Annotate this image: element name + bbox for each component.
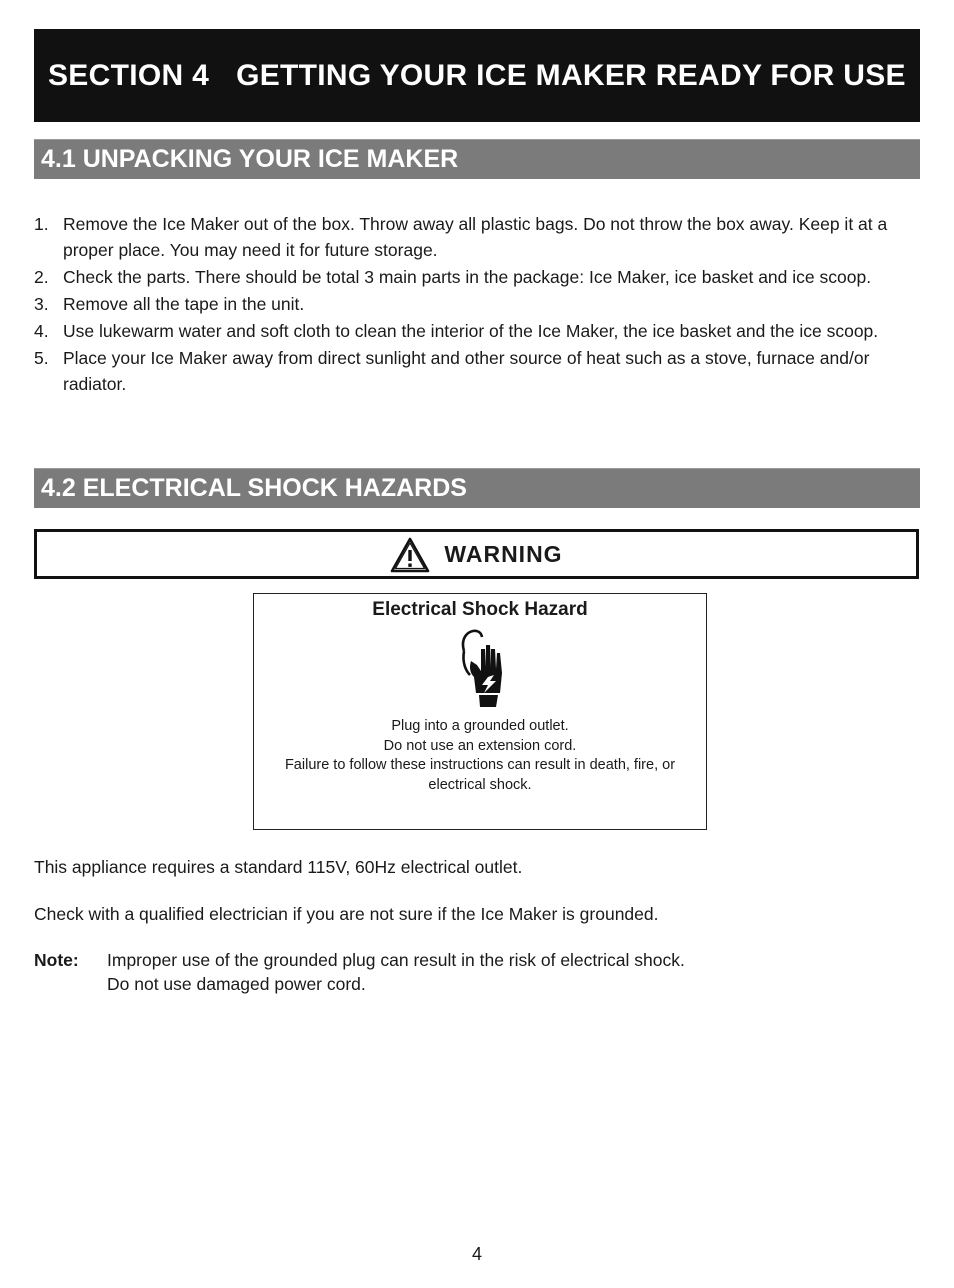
step-number: 2. bbox=[34, 267, 49, 287]
list-item bbox=[34, 211, 904, 263]
hazard-line: Do not use an extension cord. bbox=[383, 737, 577, 754]
note-body bbox=[107, 948, 685, 996]
step-text: Remove the Ice Maker out of the box. Throw away all plastic bags. Do not throw the box away. Keep it at a proper place. You may need it for future storage. bbox=[63, 214, 888, 260]
list-item bbox=[34, 291, 904, 317]
electrician-check: Check with a qualified electrician if you are not sure if the Ice Maker is grounded. bbox=[34, 904, 659, 924]
step-text: Place your Ice Maker away from direct sunlight and other source of heat such as a stove, furnace and/or radiator. bbox=[63, 348, 870, 394]
step-text: Check the parts. There should be total 3 main parts in the package: Ice Maker, ice basket and ice scoop. bbox=[63, 267, 872, 287]
hazard-box bbox=[253, 593, 707, 830]
list-item bbox=[34, 264, 904, 290]
step-number: 3. bbox=[34, 294, 49, 314]
unpacking-heading-text: 4.1 UNPACKING YOUR ICE MAKER bbox=[41, 145, 459, 173]
hazard-title: Electrical Shock Hazard bbox=[372, 599, 588, 620]
electric-shock-hand-icon bbox=[444, 623, 516, 713]
unpacking-steps-list bbox=[34, 211, 904, 398]
step-number: 4. bbox=[34, 321, 49, 341]
list-item bbox=[34, 345, 904, 397]
step-number: 5. bbox=[34, 348, 49, 368]
electrical-heading bbox=[34, 468, 920, 508]
step-text: Remove all the tape in the unit. bbox=[63, 294, 305, 314]
note-label: Note: bbox=[34, 950, 79, 970]
page-number: 4 bbox=[471, 1244, 482, 1264]
warning-label: WARNING bbox=[444, 540, 563, 567]
hazard-instructions bbox=[254, 717, 706, 795]
warning-triangle-icon bbox=[390, 537, 430, 573]
section-number: SECTION 4 bbox=[48, 58, 210, 92]
warning-banner bbox=[34, 529, 919, 579]
note-line: Improper use of the grounded plug can result in the risk of electrical shock. bbox=[107, 950, 685, 970]
step-text: Use lukewarm water and soft cloth to clean the interior of the Ice Maker, the ice basket and the ice scoop. bbox=[63, 321, 879, 341]
list-item bbox=[34, 318, 904, 344]
hazard-line: electrical shock. bbox=[428, 776, 532, 793]
section-header bbox=[34, 29, 920, 122]
unpacking-heading bbox=[34, 139, 920, 179]
hazard-line: Plug into a grounded outlet. bbox=[391, 718, 569, 734]
outlet-requirement: This appliance requires a standard 115V, 60Hz electrical outlet. bbox=[34, 857, 523, 877]
note-line: Do not use damaged power cord. bbox=[107, 974, 366, 994]
section-title: GETTING YOUR ICE MAKER READY FOR USE bbox=[236, 58, 906, 92]
electrical-heading-text: 4.2 ELECTRICAL SHOCK HAZARDS bbox=[41, 474, 467, 502]
hazard-line: Failure to follow these instructions can result in death, fire, or bbox=[284, 757, 676, 773]
step-number: 1. bbox=[34, 214, 49, 234]
